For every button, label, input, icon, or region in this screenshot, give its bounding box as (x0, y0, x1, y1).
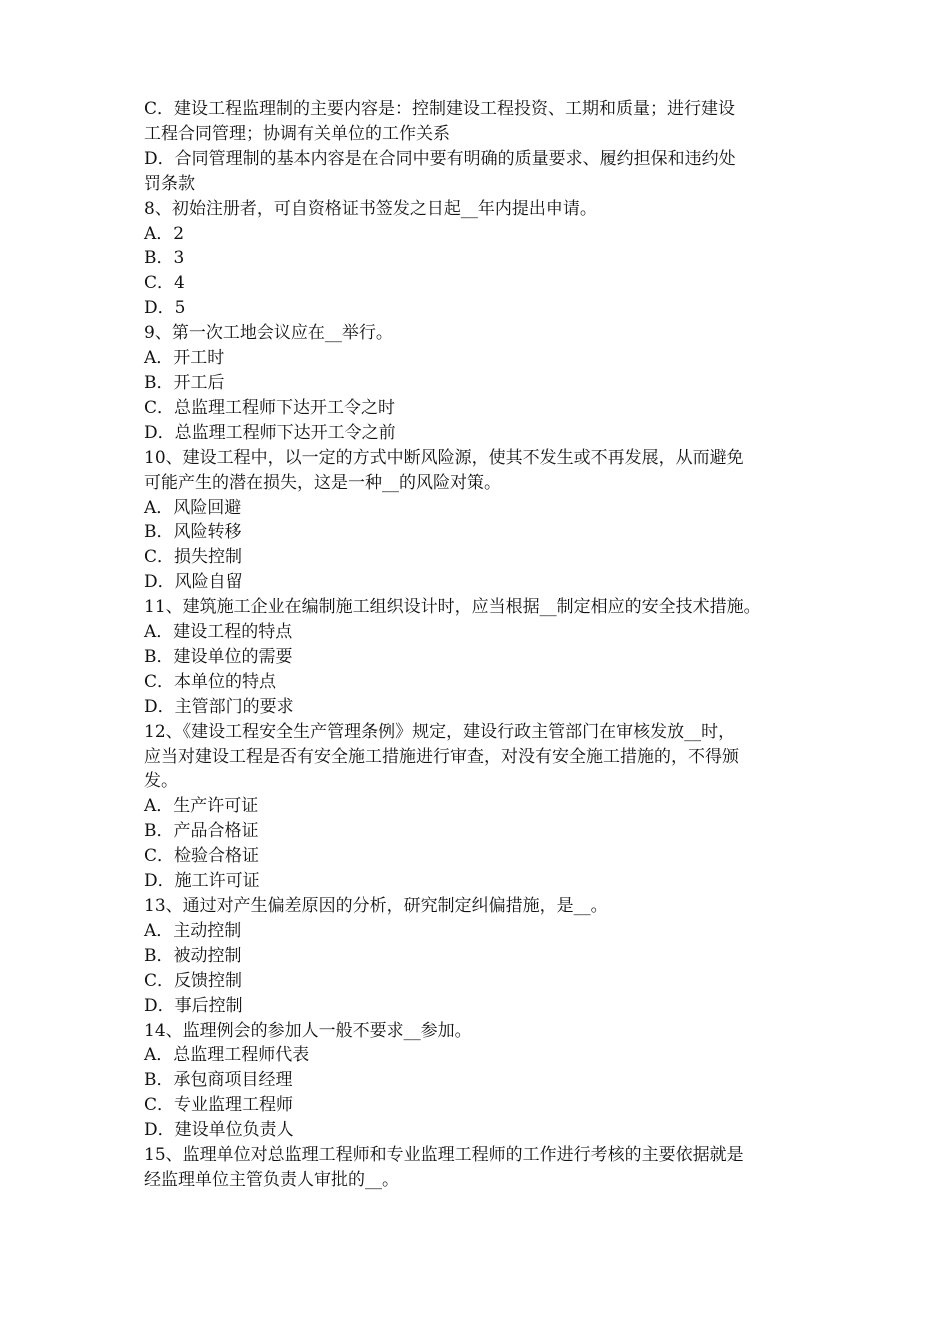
option-line: D．总监理工程师下达开工令之前 (144, 422, 396, 443)
document-page (144, 97, 814, 1193)
option-line: B．产品合格证 (144, 821, 259, 842)
option-line: D．事后控制 (144, 995, 243, 1016)
option-line: B．建设单位的需要 (144, 646, 293, 667)
option-line: B．开工后 (144, 372, 225, 393)
option-line: A．总监理工程师代表 (144, 1045, 310, 1066)
text-line: C．建设工程监理制的主要内容是：控制建设工程投资、工期和质量；进行建设 (144, 99, 736, 119)
option-line: D．风险自留 (144, 572, 243, 593)
text-line: 经监理单位主管负责人审批的__。 (144, 1169, 399, 1190)
text-line: D．合同管理制的基本内容是在合同中要有明确的质量要求、履约担保和违约处 (144, 148, 736, 169)
question-15: 15、监理单位对总监理工程师和专业监理工程师的工作进行考核的主要依据就是 (144, 1145, 744, 1166)
option-line: A．风险回避 (144, 497, 242, 518)
option-line: A．主动控制 (144, 920, 242, 941)
question-14: 14、监理例会的参加人一般不要求__参加。 (144, 1020, 472, 1041)
question-8: 8、初始注册者，可自资格证书签发之日起__年内提出申请。 (144, 198, 597, 219)
option-line: B．风险转移 (144, 522, 242, 543)
text-line: 工程合同管理；协调有关单位的工作关系 (144, 123, 450, 144)
option-line: A．生产许可证 (144, 796, 259, 817)
question-12: 12、《建设工程安全生产管理条例》规定，建设行政主管部门在审核发放__时， (144, 721, 736, 742)
text-line: 可能产生的潜在损失，这是一种__的风险对策。 (144, 472, 501, 493)
option-line: B．被动控制 (144, 945, 242, 966)
question-11: 11、建筑施工企业在编制施工组织设计时，应当根据__制定相应的安全技术措施。 (144, 597, 761, 618)
question-10: 10、建设工程中，以一定的方式中断风险源，使其不发生或不再发展，从而避免 (144, 447, 744, 468)
option-line: A．开工时 (144, 348, 225, 369)
option-line: C．4 (144, 273, 185, 294)
option-line: C．本单位的特点 (144, 671, 277, 692)
option-line: C．总监理工程师下达开工令之时 (144, 397, 396, 418)
text-line: 应当对建设工程是否有安全施工措施进行审查，对没有安全施工措施的，不得颁 (144, 746, 739, 767)
option-line: B．3 (144, 248, 185, 269)
option-line: C．反馈控制 (144, 970, 243, 991)
option-line: C．专业监理工程师 (144, 1095, 294, 1116)
text-line: 发。 (144, 771, 178, 792)
option-line: D．主管部门的要求 (144, 696, 294, 717)
question-9: 9、第一次工地会议应在__举行。 (144, 323, 393, 344)
option-line: D．5 (144, 298, 186, 319)
option-line: A．2 (144, 223, 185, 244)
option-line: D．建设单位负责人 (144, 1120, 294, 1141)
text-line: 罚条款 (144, 173, 195, 194)
option-line: C．损失控制 (144, 547, 243, 568)
question-13: 13、通过对产生偏差原因的分析，研究制定纠偏措施，是__。 (144, 896, 608, 916)
option-line: D．施工许可证 (144, 871, 260, 892)
option-line: A．建设工程的特点 (144, 622, 293, 643)
option-line: B．承包商项目经理 (144, 1070, 293, 1091)
option-line: C．检验合格证 (144, 846, 260, 867)
